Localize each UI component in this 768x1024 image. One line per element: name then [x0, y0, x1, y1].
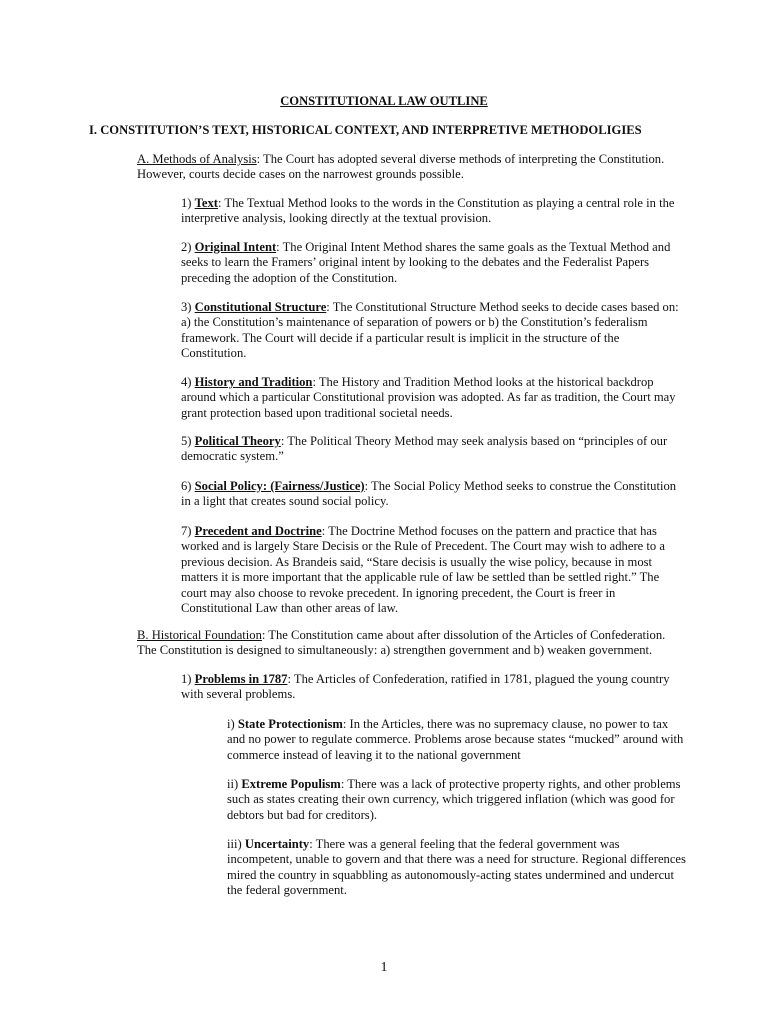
item-term: Original Intent [194, 240, 277, 254]
item-term: Uncertainty [244, 837, 310, 851]
history-item-problems-1787 [181, 672, 681, 703]
item-number: iii) [227, 837, 245, 851]
section-b-text: : The Constitution came about after dissolution of the Articles of Confederation. The Constitution is designed to simultaneously: a) strengthen government and b) weaken government. [137, 628, 666, 658]
problem-item-uncertainty [227, 837, 687, 899]
page-number: 1 [380, 960, 388, 975]
item-text: : The Original Intent Method shares the same goals as the Textual Method and seeks to learn the Framers’ original intent by looking to the debates and the Federalist Papers preceding the adoption of the Constitution. [181, 240, 671, 285]
item-number: ii) [227, 777, 242, 791]
item-number: 5) [181, 434, 195, 448]
item-text: : The Constitutional Structure Method seeks to decide cases based on: a) the Constitution’s maintenance of separation of powers or b) the Constitution’s federalism framework. The Court will decide if a particular result is implicit in the structure of the Constitution. [181, 300, 679, 361]
item-number: 4) [181, 375, 195, 389]
item-term: History and Tradition [194, 375, 313, 389]
method-item-constitutional-structure [181, 300, 681, 362]
item-text: : The Political Theory Method may seek analysis based on “principles of our democratic system.” [181, 434, 668, 464]
document-title: CONSTITUTIONAL LAW OUTLINE [280, 94, 488, 108]
section-a-intro [137, 152, 677, 183]
item-text: : The Articles of Confederation, ratified in 1781, plagued the young country with several problems. [181, 672, 670, 702]
item-number: 3) [181, 300, 195, 314]
item-text: : The Social Policy Method seeks to construe the Constitution in a light that creates sound social policy. [181, 479, 677, 509]
item-text: : There was a general feeling that the federal government was incompetent, unable to govern and that there was a need for structure. Regional differences mired the country in squabbling as autonomously-acting states undermined and undercut the federal government. [227, 837, 686, 898]
item-term: Problems in 1787 [194, 672, 288, 686]
item-term: Precedent and Doctrine [194, 524, 322, 538]
item-term: Text [194, 196, 218, 210]
method-item-precedent-doctrine [181, 524, 681, 616]
item-term: Constitutional Structure [194, 300, 327, 314]
problem-item-state-protectionism [227, 717, 687, 763]
item-text: : In the Articles, there was no supremacy clause, no power to tax and no power to regulate commerce. Problems arose because states “mucked” around with commerce instead of leaving it to the national government [227, 717, 684, 762]
item-number: 1) [181, 672, 195, 686]
section-a-text: : The Court has adopted several diverse methods of interpreting the Constitution. However, courts decide cases on the narrowest grounds possible. [137, 152, 665, 182]
item-text: : The History and Tradition Method looks at the historical backdrop around which a particular Constitutional provision was adopted. As far as tradition, the Court may grant protection based upon traditional societal needs. [181, 375, 676, 420]
item-term: Social Policy: (Fairness/Justice) [194, 479, 365, 493]
method-item-original-intent [181, 240, 681, 286]
section-heading: I. CONSTITUTION’S TEXT, HISTORICAL CONTEXT, AND INTERPRETIVE METHODOLIGIES [89, 123, 642, 137]
item-text: : There was a lack of protective property rights, and other problems such as states creating their own currency, which triggered inflation (which was good for debtors but bad for creditors). [227, 777, 681, 822]
section-b-label: B. Historical Foundation [137, 628, 262, 642]
method-item-history-tradition [181, 375, 681, 421]
item-term: Political Theory [194, 434, 281, 448]
item-number: 1) [181, 196, 195, 210]
item-number: i) [227, 717, 238, 731]
method-item-social-policy [181, 479, 681, 510]
item-text: : The Doctrine Method focuses on the pattern and practice that has worked and is largely Stare Decisis or the Rule of Precedent. The Court may wish to adhere to a previous decision. As Brandeis said, “Stare decisis is usually the wise policy, because in most matters it is more important that the applicable rule of law be settled than be settled right.” The court may also choose to revoke precedent. In ignoring precedent, the Court is freer in Constitutional Law than other areas of law. [181, 524, 665, 616]
item-number: 7) [181, 524, 195, 538]
item-number: 6) [181, 479, 195, 493]
item-term: State Protectionism [237, 717, 343, 731]
section-b-intro [137, 628, 677, 659]
item-text: : The Textual Method looks to the words in the Constitution as playing a central role in the interpretive analysis, looking directly at the textual provision. [181, 196, 675, 226]
item-term: Extreme Populism [241, 777, 341, 791]
problem-item-extreme-populism [227, 777, 687, 823]
method-item-political-theory [181, 434, 681, 465]
method-item-text [181, 196, 681, 227]
item-number: 2) [181, 240, 195, 254]
section-a-label: A. Methods of Analysis [137, 152, 257, 166]
